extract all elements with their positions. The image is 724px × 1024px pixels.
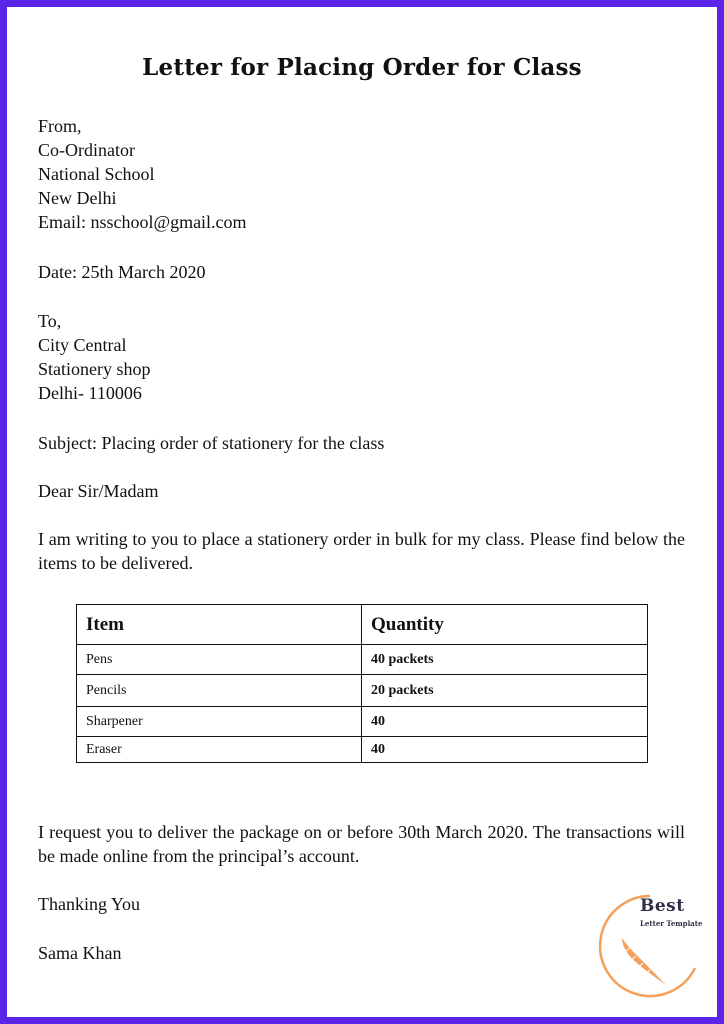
table-row bbox=[77, 675, 648, 707]
cell-quantity: 40 bbox=[362, 737, 648, 763]
to-label: To, bbox=[38, 311, 62, 331]
cell-quantity: 20 packets bbox=[362, 675, 648, 707]
request-paragraph: I request you to deliver the package on or before 30th March 2020. The transactions will be made online from the principal’s account. bbox=[38, 822, 685, 866]
cell-item: Pencils bbox=[77, 675, 362, 707]
intro-paragraph: I am writing to you to place a stationery order in bulk for my class. Please find below the items to be delivered. bbox=[38, 529, 685, 573]
from-city: New Delhi bbox=[38, 188, 117, 208]
signature: Sama Khan bbox=[38, 943, 122, 963]
salutation: Dear Sir/Madam bbox=[38, 481, 159, 501]
to-name: City Central bbox=[38, 335, 127, 355]
logo-tagline: Letter Template bbox=[640, 919, 703, 928]
to-address: Delhi- 110006 bbox=[38, 383, 142, 403]
table-row bbox=[77, 645, 648, 675]
table-row bbox=[77, 707, 648, 737]
to-block bbox=[38, 309, 685, 405]
table-row bbox=[77, 737, 648, 763]
items-table bbox=[76, 604, 648, 763]
letter-title: Letter for Placing Order for Class bbox=[142, 54, 582, 81]
from-email: Email: nsschool@gmail.com bbox=[38, 212, 247, 232]
cell-item: Sharpener bbox=[77, 707, 362, 737]
table-header-row bbox=[77, 605, 648, 645]
cell-quantity: 40 bbox=[362, 707, 648, 737]
closing: Thanking You bbox=[38, 894, 141, 914]
quill-feather-icon bbox=[622, 938, 670, 988]
header-quantity: Quantity bbox=[362, 605, 648, 645]
from-label: From, bbox=[38, 116, 82, 136]
subject-line: Subject: Placing order of stationery for the class bbox=[38, 433, 385, 453]
from-school: National School bbox=[38, 164, 155, 184]
to-shop: Stationery shop bbox=[38, 359, 151, 379]
cell-item: Pens bbox=[77, 645, 362, 675]
cell-quantity: 40 packets bbox=[362, 645, 648, 675]
from-designation: Co-Ordinator bbox=[38, 140, 135, 160]
logo-best-word: Best bbox=[640, 896, 685, 916]
cell-item: Eraser bbox=[77, 737, 362, 763]
from-block bbox=[38, 114, 685, 234]
date-line: Date: 25th March 2020 bbox=[38, 262, 206, 282]
header-item: Item bbox=[77, 605, 362, 645]
